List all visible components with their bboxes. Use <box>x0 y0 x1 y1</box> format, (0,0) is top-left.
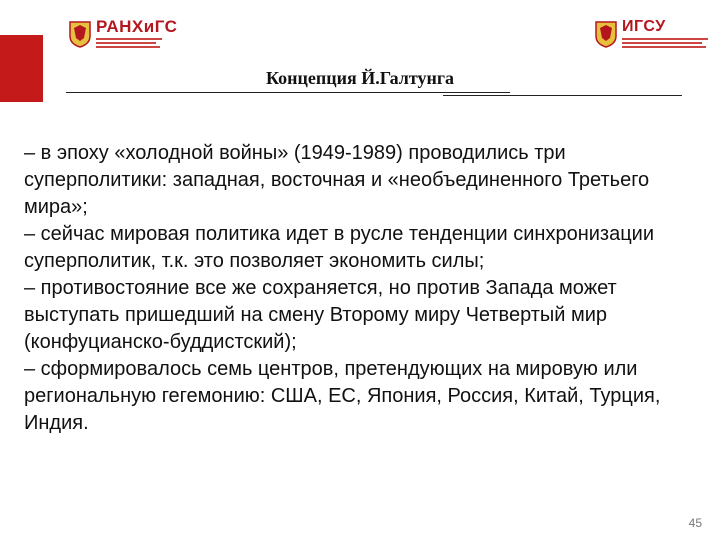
ranepa-logo-text: РАНХиГС <box>96 17 178 36</box>
page-number: 45 <box>688 516 702 530</box>
igsu-logo <box>594 18 708 48</box>
paragraph: – противостояние все же сохраняется, но против Запада может выступать пришедший на смену Второму миру Четвертый мир (конфуцианско-буддистский); <box>24 277 617 353</box>
paragraph: – сейчас мировая политика идет в русле тенденции синхронизации суперполитик, т.к. это позволяет экономить силы; <box>24 223 654 272</box>
ranepa-logo <box>68 18 177 48</box>
eagle-emblem-icon <box>594 18 618 48</box>
title-underline <box>66 92 510 93</box>
page-title: Концепция Й.Галтунга <box>265 68 454 88</box>
igsu-logo-text: ИГСУ <box>622 18 666 35</box>
paragraph: – в эпоху «холодной войны» (1949-1989) проводились три суперполитики: западная, восточная и «необъединенного Третьего мира»; <box>24 142 650 218</box>
title-underline-offset <box>443 95 682 96</box>
logo-subtitle-lines <box>96 38 177 48</box>
eagle-emblem-icon <box>68 18 92 48</box>
body-text <box>24 140 704 437</box>
paragraph: – сформировалось семь центров, претендующих на мировую или региональную гегемонию: США, ЕС, Япония, Россия, Китай, Турция, Индия. <box>24 358 661 434</box>
logo-subtitle-lines <box>622 38 708 48</box>
